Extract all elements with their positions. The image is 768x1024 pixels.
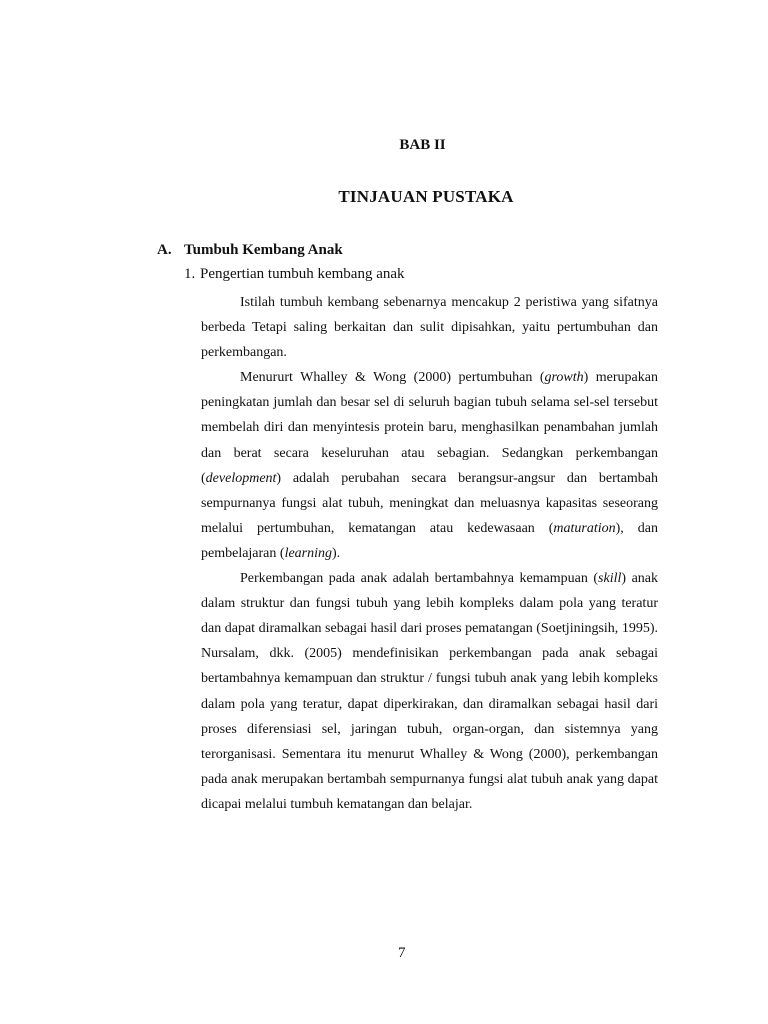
chapter-title: TINJAUAN PUSTAKA — [338, 187, 514, 206]
subsection-title: Pengertian tumbuh kembang anak — [200, 266, 405, 282]
section-letter: A. — [157, 242, 172, 258]
section-title: Tumbuh Kembang Anak — [184, 242, 343, 258]
paragraph-2 — [201, 365, 658, 566]
page-number: 7 — [398, 945, 406, 961]
paragraph-1: Istilah tumbuh kembang sebenarnya mencakup 2 peristiwa yang sifatnya berbeda Tetapi saling berkaitan dan sulit dipisahkan, yaitu pertumbuhan dan perkembangan. — [201, 295, 658, 361]
paragraph-2-text-1: Menururt Whalley & Wong (2000) pertumbuhan ( — [240, 370, 545, 386]
term-growth: growth — [544, 370, 584, 386]
paragraph-2-text-3: ) adalah perubahan secara berangsur-angsur dan bertambah sempurnanya fungsi alat tubuh, meningkat dan meluasnya kapasitas seseorang melalui pertumbuhan, kematangan atau kedewasaan ( — [201, 470, 658, 536]
paragraph-3-text-1: Perkembangan pada anak adalah bertambahnya kemampuan ( — [240, 571, 599, 587]
subsection-number: 1. — [184, 266, 196, 282]
chapter-heading: BAB II — [399, 137, 446, 153]
term-development: development — [205, 470, 277, 486]
paragraph-2-text-2: ) merupakan peningkatan jumlah dan besar sel di seluruh bagian tubuh selama sel-sel tersebut membelah diri dan menyintesis protein baru, menghasilkan penambahan jumlah dan berat secara keseluruhan atau sebagian. Sedangkan perkembangan ( — [201, 370, 658, 486]
term-maturation: maturation — [553, 520, 616, 536]
body-text — [201, 290, 658, 817]
paragraph-3 — [201, 566, 658, 817]
paragraph-2-text-5: ). — [332, 545, 341, 561]
paragraph-2-text-4: ), dan pembelajaran ( — [201, 520, 658, 561]
subsection-heading — [184, 266, 405, 283]
paragraph-3-text-2: ) anak dalam struktur dan fungsi tubuh yang lebih kompleks dalam pola yang teratur dan dapat diramalkan sebagai hasil dari proses pematangan (Soetjiningsih, 1995). Nursalam, dkk. (2005) mendefinisikan perkembangan pada anak sebagai bertambahnya kemampuan dan struktur / fungsi tubuh anak yang lebih kompleks dalam pola yang teratur, dapat diperkirakan, dan diramalkan sebagai hasil dari proses diferensiasi sel, jaringan tubuh, organ-organ, dan sistemnya yang terorganisasi. Sementara itu menurut Whalley & Wong (2000), perkembangan pada anak merupakan bertambah sempurnanya fungsi alat tubuh anak yang dapat dicapai melalui tumbuh kematangan dan belajar. — [201, 571, 658, 812]
section-heading — [157, 242, 343, 259]
term-learning: learning — [284, 545, 333, 561]
term-skill: skill — [598, 571, 622, 587]
